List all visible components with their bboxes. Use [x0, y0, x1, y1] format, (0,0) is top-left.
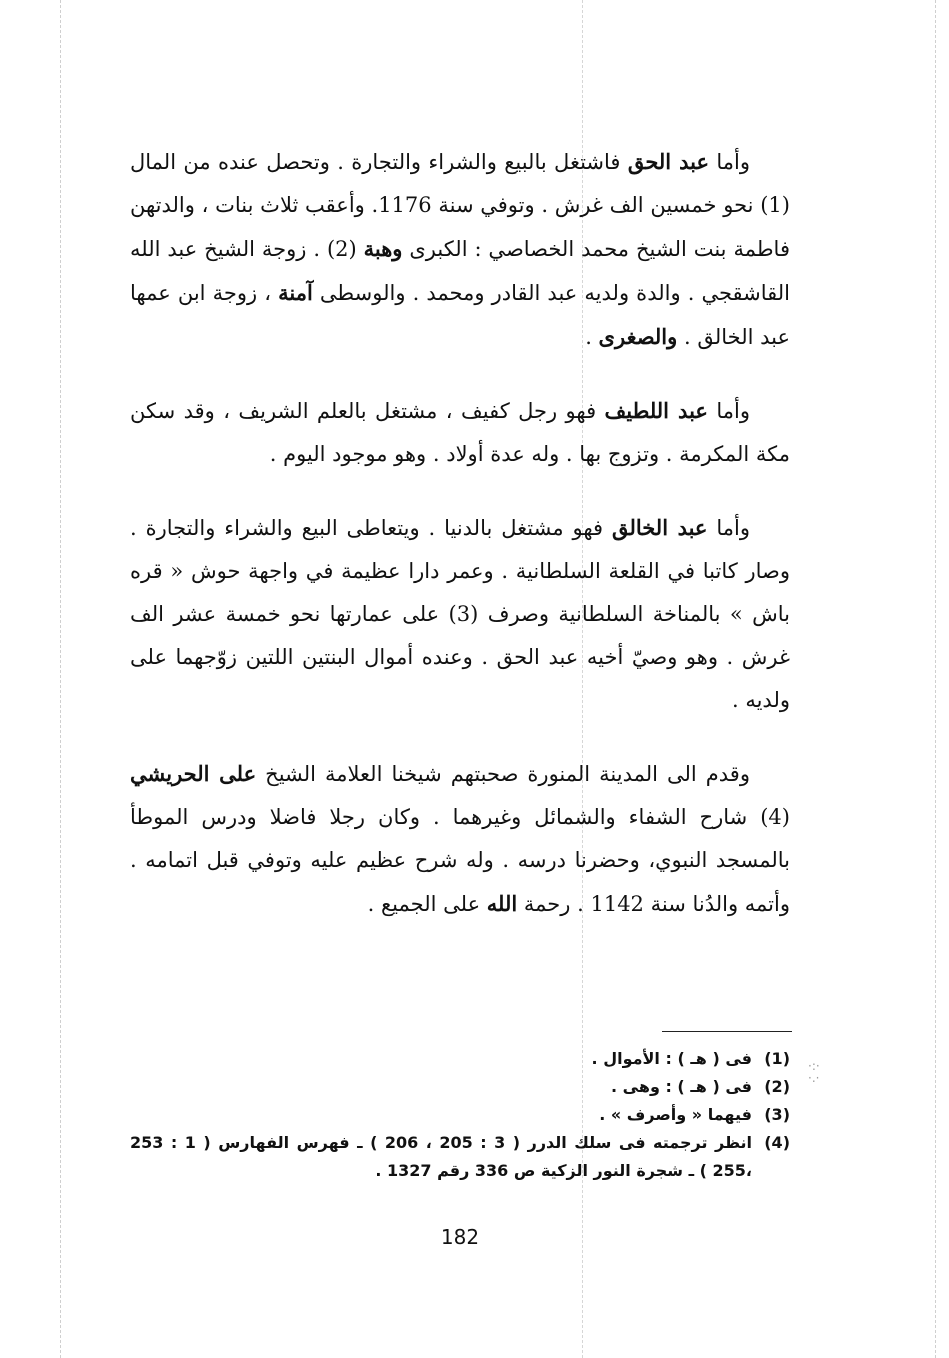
text-run: .	[585, 325, 599, 349]
footnote-number: (1)	[764, 1049, 790, 1068]
text-run: وقدم الى المدينة المنورة صحبتهم شيخنا العلامة الشيخ	[256, 762, 750, 786]
paragraph-abd-al-latif	[130, 389, 790, 476]
text-run: وأما	[709, 150, 750, 174]
bold-name: والصغرى	[598, 324, 678, 349]
text-run: فهو رجل كفيف ، مشتغل بالعلم الشريف ، وقد سكن مكة المكرمة . وتزوج بها . وله عدة أولاد . وهو موجود اليوم .	[130, 399, 790, 466]
footnote-text: فى ( هـ ) : الأموال .	[591, 1049, 752, 1068]
bold-name: عبد اللطيف	[604, 398, 708, 423]
text-run: وأما	[707, 399, 750, 423]
text-run: على الجميع .	[367, 892, 487, 916]
footnote-divider	[662, 1031, 792, 1032]
footnote-item	[130, 1073, 790, 1101]
bold-name: على الحريشي	[130, 761, 257, 786]
footnote-number: (3)	[764, 1105, 790, 1124]
paragraph-al-harishi	[130, 752, 790, 926]
scan-artifact-line	[935, 0, 936, 1358]
text-run: ، زوجة ابن عمها عبد الخالق .	[130, 281, 790, 349]
footnote-text: فيهما « وأصرف » .	[599, 1105, 752, 1124]
text-run: (2) . زوجة الشيخ عبد الله القاشقجي . والدة ولديه عبد القادر ومحمد . والوسطى	[130, 237, 790, 305]
paragraph-abd-al-haqq	[130, 140, 790, 359]
bold-name: عبد الخالق	[611, 515, 708, 540]
bold-name: وهبة	[363, 236, 403, 261]
text-run: (4) شارح الشفاء والشمائل وغيرهما . وكان رجلا فاضلا ودرس الموطأ بالمسجد النبوي، وحضرنا درسه . وله شرح عظيم عليه وتوفي قبل اتمامه . وأتمه والدُنا سنة 1142 . رحمة	[130, 805, 790, 916]
footnote-text: انظر ترجمته فى سلك الدرر ( 3 : 205 ، 206 ) ـ فهرس الفهارس ( 1 : 253 ،255 ) ـ شجرة النور الزكية ص 336 رقم 1327 .	[130, 1133, 753, 1180]
footnote-text: فى ( هـ ) : وهى .	[611, 1077, 752, 1096]
footnotes	[130, 1045, 790, 1185]
text-run: فهو مشتغل بالدنيا . ويتعاطى البيع والشراء والتجارة . وصار كاتبا في القلعة السلطانية . وعمر دارا عظيمة في واجهة حوش « قره باش » بالمناخة السلطانية وصرف (3) على عمارتها نحو خمسة عشر الف غرش . وهو وصيّ أخيه عبد الحق . وعنده أموال البنتين اللتين زوّجهما على ولديه .	[130, 516, 790, 712]
footnote-item	[130, 1045, 790, 1073]
bold-name: آمنة	[278, 280, 313, 305]
footnote-item	[130, 1101, 790, 1129]
footnote-item	[130, 1129, 790, 1185]
text-run: فاشتغل بالبيع والشراء والتجارة . وتحصل عنده من المال (1) نحو خمسين الف غرش . وتوفي سنة 1176. وأعقب ثلاث بنات ، والدتهن فاطمة بنت الشيخ محمد الخصاصي : الكبرى	[130, 150, 790, 261]
text-run: وأما	[707, 516, 750, 540]
main-text	[130, 140, 790, 956]
page-number: 182	[440, 1225, 480, 1249]
paragraph-abd-al-khaliq	[130, 506, 790, 722]
footnote-number: (2)	[764, 1077, 790, 1096]
scan-artifact-line	[60, 0, 61, 1358]
scan-speck-mark: ·:· ·.·	[808, 1059, 820, 1085]
bold-name: عبد الحق	[627, 149, 709, 174]
bold-name: الله	[486, 891, 518, 916]
footnote-number: (4)	[764, 1133, 790, 1152]
